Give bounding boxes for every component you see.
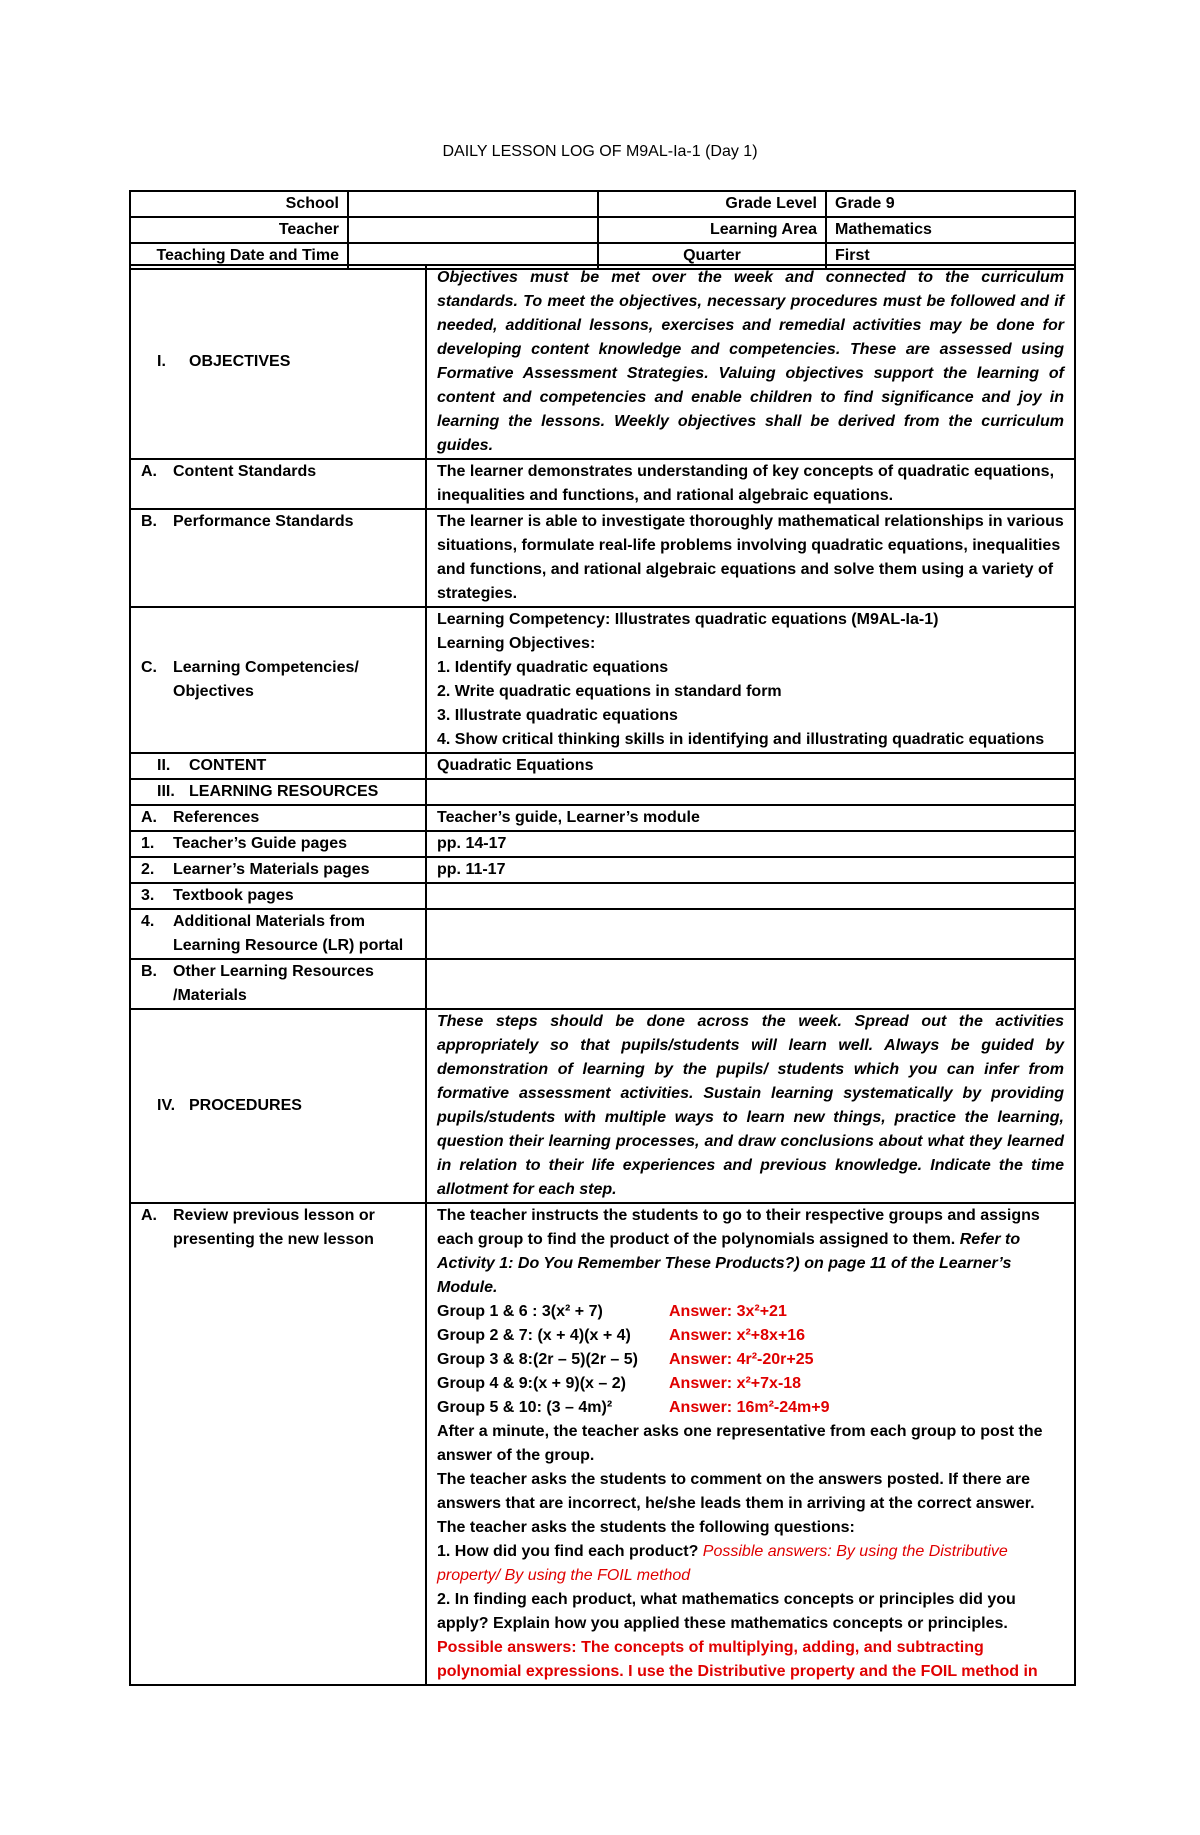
group-item [437,1300,1064,1324]
section-label: Learner’s Materials pages [173,861,370,878]
section-number: II. [157,757,171,774]
references-row [130,805,1075,831]
header-table [129,190,1076,270]
performance-standards-text: The learner is able to investigate thoroughly mathematical relationships in various situations, formulate real-life problems involving quadratic equations, inequalities and functions, and rational algebraic equations and solve them using a variety of strategies. [426,509,1075,607]
learners-materials-row [130,857,1075,883]
lesson-log-table [129,264,1076,1686]
references-heading [130,805,426,831]
competencies-text [426,607,1075,753]
learning-resources-row [130,779,1075,805]
teachers-guide-heading [130,831,426,857]
group-item [437,1396,1064,1420]
content-standards-heading [130,459,426,509]
section-label: CONTENT [189,757,267,774]
review-question: 2. In finding each product, what mathematics concepts or principles did you apply? Explain how you applied these mathematics concepts or principles. [437,1591,1016,1632]
section-number: III. [157,783,175,800]
group-item [437,1324,1064,1348]
review-step: After a minute, the teacher asks one representative from each group to post the answer of the group. [437,1423,1043,1464]
section-label: Teacher’s Guide pages [173,835,347,852]
group-answer: Answer: x²+8x+16 [669,1327,806,1344]
section-number: A. [141,463,157,480]
group-item [437,1372,1064,1396]
section-number: IV. [157,1097,176,1114]
content-text: Quadratic Equations [426,753,1075,779]
group-question: Group 1 & 6 : 3(x² + 7) [437,1303,603,1320]
section-label: Review previous lesson or presenting the new lesson [173,1207,375,1248]
references-text: Teacher’s guide, Learner’s module [426,805,1075,831]
section-label: Additional Materials from Learning Resource (LR) portal [173,913,404,954]
school-field[interactable] [348,191,598,217]
teacher-field[interactable] [348,217,598,243]
possible-answer: Possible answers: By using the Distributive property/ By using the FOIL method [437,1543,1008,1584]
group-question: Group 3 & 8:(2r – 5)(2r – 5) [437,1351,638,1368]
section-number: I. [157,353,166,370]
section-number: 1. [141,835,155,852]
content-standards-text: The learner demonstrates understanding of key concepts of quadratic equations, inequalities and functions, and rational algebraic equations. [426,459,1075,509]
possible-answer: Possible answers: The concepts of multiplying, adding, and subtracting polynomial expressions. I use the Distributive property and the FOIL method in [437,1639,1038,1680]
learners-materials-pages: pp. 11-17 [426,857,1075,883]
learning-area-value: Mathematics [826,217,1075,243]
review-intro [437,1204,1064,1300]
procedures-text: These steps should be done across the week. Spread out the activities appropriately so that pupils/students will learn well. Always be guided by demonstration of learning by the pupils/ students which you can infer from formative assessment activities. Sustain learning systematically by providing pupils/students with multiple ways to learn new things, practice the learning, question their learning processes, and draw conclusions about what they learned in relation to their life experiences and previous knowledge. Indicate the time allotment for each step. [426,1009,1075,1203]
section-label: Learning Competencies/ Objectives [173,659,359,700]
school-label: School [130,191,348,217]
group-answer: Answer: 16m²-24m+9 [669,1399,830,1416]
review-instruction: The teacher instructs the students to go to their respective groups and assigns each group to find the product of the polynomials assigned to them. [437,1207,1040,1248]
additional-materials-heading [130,909,426,959]
teaching-date-label: Teaching Date and Time [130,243,348,269]
review-question [437,1540,1064,1588]
other-resources-cell [426,959,1075,1009]
other-resources-heading [130,959,426,1009]
section-label: References [173,809,260,826]
section-label: Content Standards [173,463,317,480]
question-text: 1. How did you find each product? [437,1543,699,1560]
group-question: Group 5 & 10: (3 – 4m)² [437,1399,613,1416]
textbook-row [130,883,1075,909]
content-row [130,753,1075,779]
learners-materials-heading [130,857,426,883]
teachers-guide-pages: pp. 14-17 [426,831,1075,857]
performance-standards-row [130,509,1075,607]
section-label: PROCEDURES [189,1097,302,1114]
review-row [130,1203,1075,1685]
competency-line: 4. Show critical thinking skills in identifying and illustrating quadratic equations [437,731,1045,748]
section-label: Performance Standards [173,513,354,530]
review-heading [130,1203,426,1685]
section-number: A. [141,809,157,826]
group-answer: Answer: 3x²+21 [669,1303,787,1320]
grade-level-value: Grade 9 [826,191,1075,217]
additional-materials-cell [426,909,1075,959]
teacher-label: Teacher [130,217,348,243]
competency-line: 1. Identify quadratic equations [437,659,669,676]
learning-resources-cell [426,779,1075,805]
section-number: C. [141,659,157,676]
performance-standards-heading [130,509,426,607]
review-step: The teacher asks the students the following questions: [437,1519,855,1536]
group-question: Group 4 & 9:(x + 9)(x – 2) [437,1375,626,1392]
section-label: Other Learning Resources /Materials [173,963,374,1004]
procedures-heading [130,1009,426,1203]
header-row [130,191,1075,217]
procedures-row [130,1009,1075,1203]
competencies-heading [130,607,426,753]
section-number: 4. [141,913,155,930]
other-resources-row [130,959,1075,1009]
content-standards-row [130,459,1075,509]
section-number: B. [141,963,157,980]
group-item [437,1348,1064,1372]
grade-level-label: Grade Level [598,191,826,217]
objectives-row [130,265,1075,459]
review-text [426,1203,1075,1685]
group-answer: Answer: x²+7x-18 [669,1375,802,1392]
group-question: Group 2 & 7: (x + 4)(x + 4) [437,1327,631,1344]
section-number: 2. [141,861,155,878]
competency-line: 2. Write quadratic equations in standard form [437,683,782,700]
section-number: 3. [141,887,155,904]
section-label: Textbook pages [173,887,294,904]
competency-line: Learning Objectives: [437,635,596,652]
textbook-cell [426,883,1075,909]
objectives-text: Objectives must be met over the week and connected to the curriculum standards. To meet the objectives, necessary procedures must be followed and if needed, additional lessons, exercises and remedial activities may be done for developing content knowledge and competencies. These are assessed using Formative Assessment Strategies. Valuing objectives support the learning of content and competencies and enable children to find significance and joy in learning the lessons. Weekly objectives shall be derived from the curriculum guides. [426,265,1075,459]
review-step: The teacher asks the students to comment on the answers posted. If there are answers that are incorrect, he/she leads them in arriving at the correct answer. [437,1471,1035,1512]
activity-reference: Refer to Activity 1: Do You Remember These Products?) on page 11 of the Learner’s Module. [437,1231,1021,1296]
learning-resources-heading [130,779,426,805]
competency-line: Learning Competency: Illustrates quadratic equations (M9AL-Ia-1) [437,611,939,628]
section-number: B. [141,513,157,530]
section-label: OBJECTIVES [189,353,291,370]
competency-line: 3. Illustrate quadratic equations [437,707,678,724]
header-row [130,217,1075,243]
group-answer: Answer: 4r²-20r+25 [669,1351,814,1368]
learning-area-label: Learning Area [598,217,826,243]
competencies-row [130,607,1075,753]
quarter-label: Quarter [598,243,826,269]
page-title: DAILY LESSON LOG OF M9AL-Ia-1 (Day 1) [442,143,758,160]
additional-materials-row [130,909,1075,959]
content-heading [130,753,426,779]
section-number: A. [141,1207,157,1224]
quarter-value: First [826,243,1075,269]
teachers-guide-row [130,831,1075,857]
objectives-heading [130,265,426,459]
section-label: LEARNING RESOURCES [189,783,379,800]
textbook-heading [130,883,426,909]
